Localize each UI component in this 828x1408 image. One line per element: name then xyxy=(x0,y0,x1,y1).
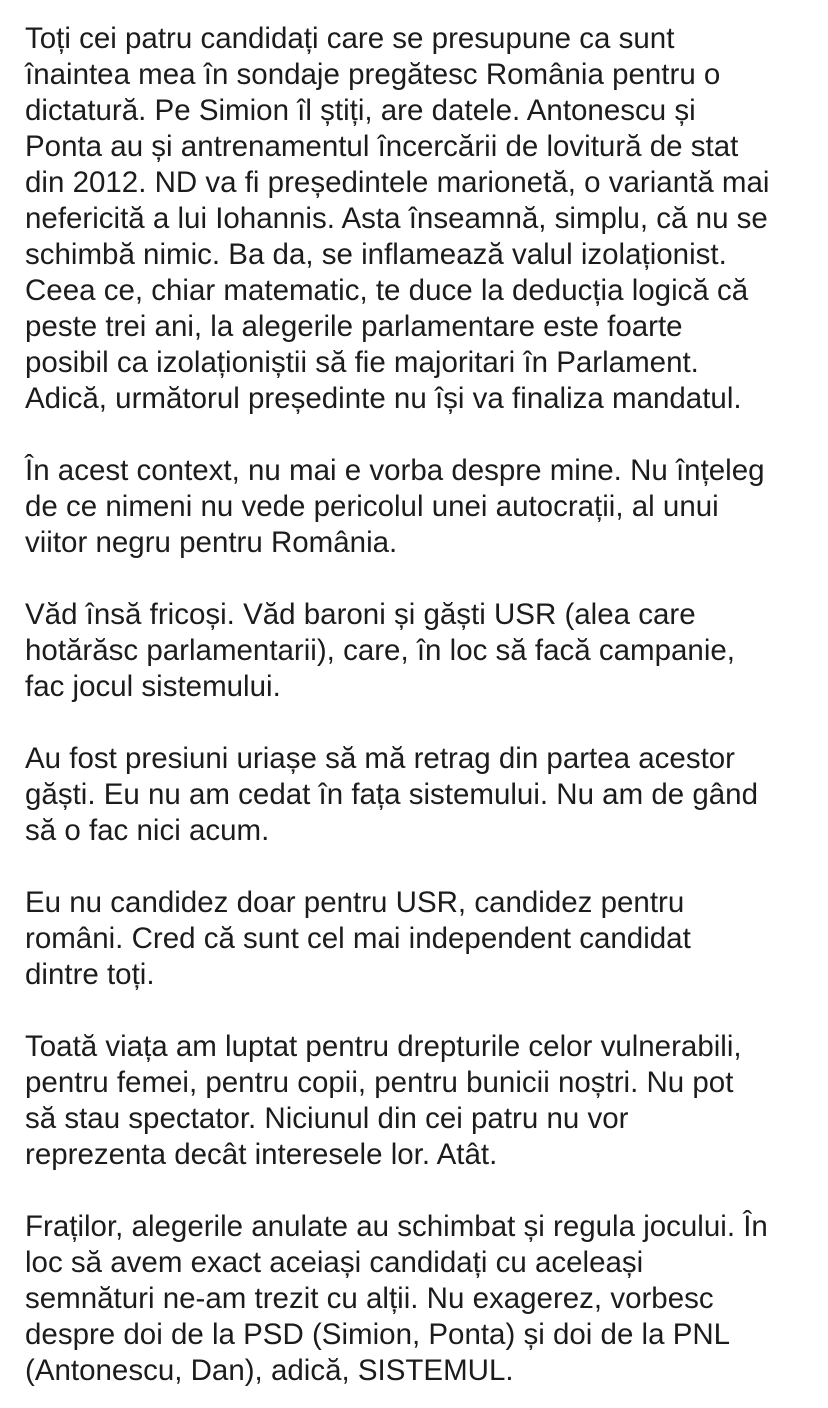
paragraph-5 xyxy=(25,885,815,993)
text-line: români. Cred că sunt cel mai independent candidat xyxy=(25,922,691,955)
text-line: înaintea mea în sondaje pregătesc România pentru o xyxy=(25,58,721,91)
text-line: de ce nimeni nu vede pericolul unei autocrații, al unui xyxy=(25,490,719,523)
paragraph-1 xyxy=(25,21,815,417)
text-line: Fraților, alegerile anulate au schimbat și regula jocului. În xyxy=(25,1210,768,1243)
text-line: dintre toți. xyxy=(25,958,155,991)
text-line: semnături ne-am trezit cu alții. Nu exagerez, vorbesc xyxy=(25,1282,714,1315)
text-line: nefericită a lui Iohannis. Asta înseamnă, simplu, că nu se xyxy=(25,202,768,235)
paragraph-6 xyxy=(25,1029,815,1173)
text-line: loc să avem exact aceiași candidați cu aceleași xyxy=(25,1246,644,1279)
text-line: peste trei ani, la alegerile parlamentare este foarte xyxy=(25,310,683,343)
text-line: Eu nu candidez doar pentru USR, candidez pentru xyxy=(25,886,685,919)
text-line: Toți cei patru candidați care se presupune ca sunt xyxy=(25,22,675,55)
paragraph-7 xyxy=(25,1209,815,1389)
text-line: dictatură. Pe Simion îl știți, are datele. Antonescu și xyxy=(25,94,696,127)
text-line: fac jocul sistemului. xyxy=(25,670,281,703)
paragraph-2 xyxy=(25,453,815,561)
text-line: Toată viața am luptat pentru drepturile celor vulnerabili, xyxy=(25,1030,742,1063)
text-line: să stau spectator. Niciunul din cei patru nu vor xyxy=(25,1102,629,1135)
text-line: În acest context, nu mai e vorba despre mine. Nu înțeleg xyxy=(25,454,765,487)
text-line: Văd însă fricoși. Văd baroni și găști USR (alea care xyxy=(25,598,696,631)
text-line: viitor negru pentru România. xyxy=(25,526,398,559)
post-text xyxy=(25,21,815,1389)
paragraph-3 xyxy=(25,597,815,705)
text-line: Adică, următorul președinte nu își va finaliza mandatul. xyxy=(25,382,742,415)
text-line: despre doi de la PSD (Simion, Ponta) și doi de la PNL xyxy=(25,1318,731,1351)
text-line: schimbă nimic. Ba da, se inflamează valul izolaționist. xyxy=(25,238,727,271)
text-line: posibil ca izolaționiștii să fie majoritari în Parlament. xyxy=(25,346,699,379)
paragraph-4 xyxy=(25,741,815,849)
text-line: Au fost presiuni uriașe să mă retrag din partea acestor xyxy=(25,742,736,775)
text-line: (Antonescu, Dan), adică, SISTEMUL. xyxy=(25,1354,514,1387)
text-line: Ponta au și antrenamentul încercării de lovitură de stat xyxy=(25,130,739,163)
text-line: pentru femei, pentru copii, pentru bunicii noștri. Nu pot xyxy=(25,1066,734,1099)
text-line: hotărăsc parlamentarii), care, în loc să facă campanie, xyxy=(25,634,735,667)
text-line: reprezenta decât interesele lor. Atât. xyxy=(25,1138,498,1171)
text-line: din 2012. ND va fi președintele marionetă, o variantă mai xyxy=(25,166,770,199)
text-line: găști. Eu nu am cedat în fața sistemului. Nu am de gând xyxy=(25,778,758,811)
text-line: Ceea ce, chiar matematic, te duce la deducția logică că xyxy=(25,274,749,307)
text-line: să o fac nici acum. xyxy=(25,814,270,847)
